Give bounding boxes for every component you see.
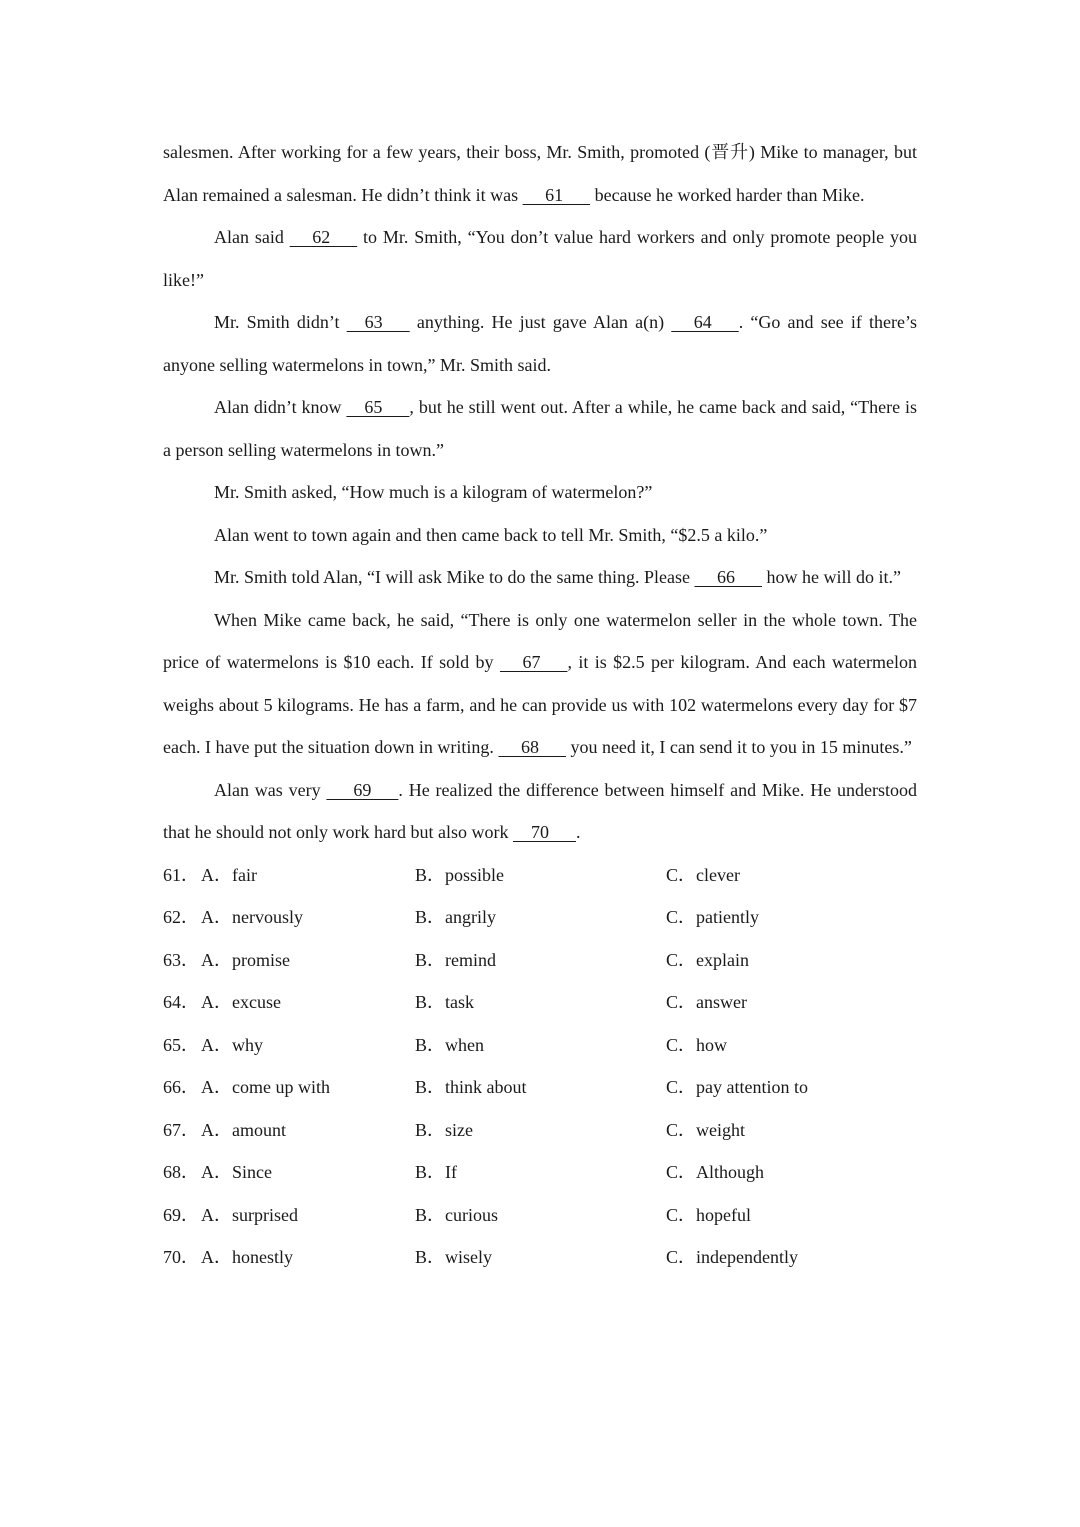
option-b: B．when — [415, 1034, 484, 1055]
option-c: C．independently — [666, 1247, 798, 1267]
paragraph-9 — [163, 769, 917, 854]
blank-65: 65 — [346, 397, 410, 417]
passage-text: , it is $2.5 per kilogram. And each watermelon weighs about 5 kilograms. He has a farm, and he can provide us with 102 watermelons every day for $7 each. I have put the situation down in writing. — [163, 652, 917, 757]
question-row-62 — [163, 896, 917, 939]
question-number: 68． — [163, 1162, 199, 1182]
paragraph-5: Mr. Smith asked, “How much is a kilogram of watermelon?” — [214, 482, 653, 502]
question-number: 62． — [163, 907, 199, 927]
blank-61: 61 — [522, 184, 591, 205]
option-a: A．amount — [201, 1119, 286, 1140]
option-c: C．Although — [666, 1162, 765, 1182]
option-b: B．If — [415, 1162, 457, 1182]
paragraph-6: Alan went to town again and then came back to tell Mr. Smith, “$2.5 a kilo.” — [214, 524, 768, 545]
passage-text: because he worked harder than Mike. — [590, 184, 865, 205]
option-a: A．fair — [201, 864, 257, 885]
option-c: C．how — [666, 1034, 728, 1055]
option-c: C．clever — [666, 864, 740, 885]
blank-68: 68 — [498, 737, 566, 757]
paragraph-4 — [163, 386, 917, 471]
passage-text: to Mr. Smith, “You don’t value hard workers and only promote people you like!” — [163, 227, 918, 290]
passage-text: how he will do it.” — [761, 567, 901, 587]
passage-text: When Mike came back, he said, “There is only one watermelon seller in the whole town. The price of watermelons is $10 each. If sold by — [163, 609, 917, 672]
passage-text: . — [575, 822, 581, 842]
paragraph-1 — [163, 131, 917, 216]
question-row-64 — [163, 981, 917, 1024]
paragraph-3 — [163, 301, 917, 386]
passage-text: Alan said — [214, 227, 290, 247]
option-b: B．remind — [415, 949, 496, 970]
option-b: B．size — [415, 1119, 473, 1140]
question-row-69 — [163, 1194, 917, 1237]
passage-text: , but he still went out. After a while, he came back and said, “There is a person selling watermelons in town.” — [163, 397, 917, 460]
question-number: 64． — [163, 992, 199, 1012]
document-page — [163, 131, 917, 1279]
option-c: C．answer — [666, 992, 747, 1012]
option-c: C．patiently — [666, 907, 759, 927]
question-row-65 — [163, 1024, 917, 1067]
option-b: B．task — [415, 992, 475, 1012]
passage-text: anything. He just gave Alan a(n) — [409, 312, 672, 332]
passage-text: . He realized the difference between himself and Mike. He understood that he should not only work hard but also work — [163, 779, 917, 842]
question-number: 67． — [163, 1119, 199, 1140]
question-row-66 — [163, 1066, 917, 1109]
option-a: A．honestly — [201, 1247, 293, 1267]
question-number: 70． — [163, 1247, 199, 1267]
option-a: A．come up with — [201, 1077, 330, 1097]
paragraph-8 — [163, 599, 917, 769]
option-b: B．think about — [415, 1077, 527, 1097]
question-number: 66． — [163, 1077, 199, 1097]
question-number: 65． — [163, 1034, 199, 1055]
answer-options — [163, 854, 917, 1279]
option-c: C．weight — [666, 1119, 745, 1140]
question-number: 61． — [163, 864, 199, 885]
passage-text: Mr. Smith told Alan, “I will ask Mike to do the same thing. Please — [214, 567, 695, 587]
blank-63: 63 — [346, 312, 410, 332]
question-row-63 — [163, 939, 917, 982]
option-c: C．explain — [666, 949, 749, 970]
blank-66: 66 — [694, 567, 762, 587]
option-a: A．excuse — [201, 992, 281, 1012]
blank-67: 67 — [499, 652, 568, 672]
option-a: A．nervously — [201, 907, 303, 927]
option-b: B．possible — [415, 864, 505, 885]
blank-62: 62 — [289, 227, 358, 247]
passage-text: Mr. Smith didn’t — [214, 312, 347, 332]
passage-text: Alan didn’t know — [214, 397, 347, 417]
passage-text: . “Go and see if there’s anyone selling watermelons in town,” Mr. Smith said. — [163, 312, 917, 375]
option-b: B．angrily — [415, 907, 496, 927]
question-row-68 — [163, 1151, 917, 1194]
option-c: C．pay attention to — [666, 1077, 808, 1097]
blank-70: 70 — [512, 822, 576, 842]
option-c: C．hopeful — [666, 1204, 751, 1225]
blank-69: 69 — [326, 779, 399, 800]
option-a: A．surprised — [201, 1204, 298, 1225]
passage-text: you need it, I can send it to you in 15 minutes.” — [565, 737, 912, 757]
option-b: B．wisely — [415, 1247, 493, 1267]
question-number: 69． — [163, 1204, 199, 1225]
passage-text: Alan was very — [214, 779, 327, 800]
option-a: A．promise — [201, 949, 290, 970]
option-b: B．curious — [415, 1204, 498, 1225]
question-row-70 — [163, 1236, 917, 1279]
paragraph-7 — [163, 556, 917, 599]
blank-64: 64 — [671, 312, 739, 332]
passage — [163, 131, 917, 854]
option-a: A．why — [201, 1034, 263, 1055]
question-row-67 — [163, 1109, 917, 1152]
paragraph-2 — [163, 216, 917, 301]
passage-text: salesmen. After working for a few years, their boss, Mr. Smith, promoted (晋升) Mike to manager, but Alan remained a salesman. He didn’t think it was — [163, 142, 917, 205]
option-a: A．Since — [201, 1162, 272, 1182]
question-number: 63． — [163, 949, 199, 970]
question-row-61 — [163, 854, 917, 897]
